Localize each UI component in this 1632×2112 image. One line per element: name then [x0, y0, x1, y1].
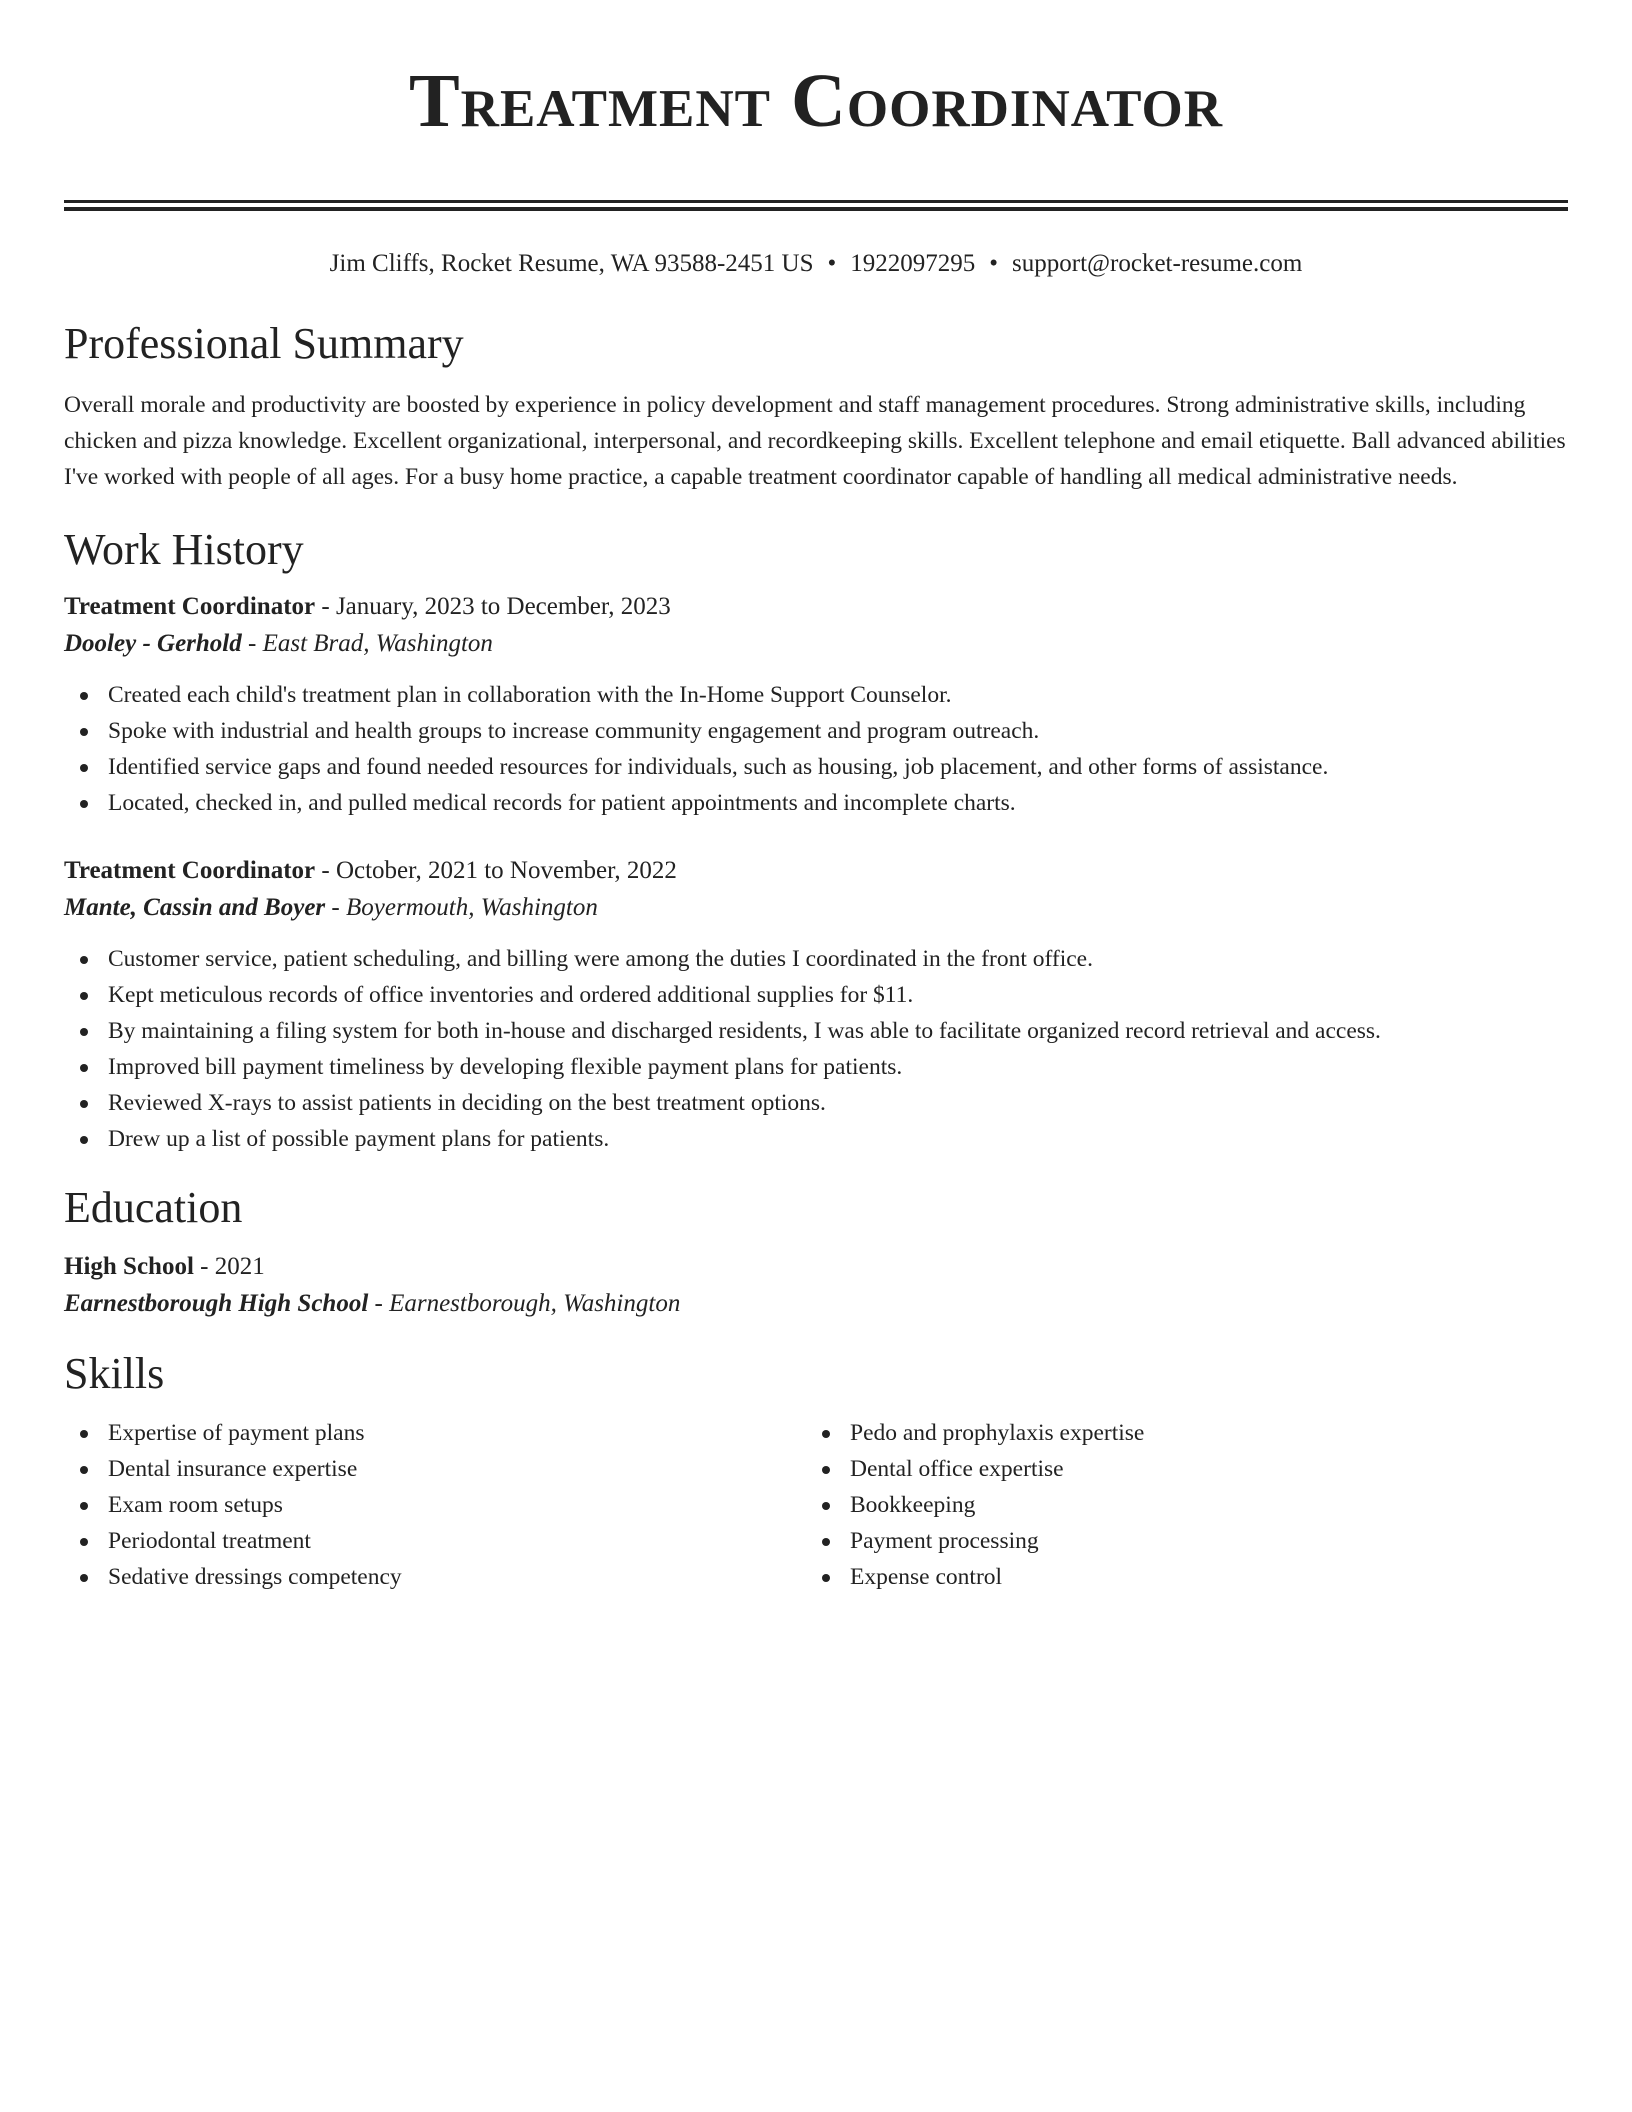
- job-title-line: [64, 853, 1568, 889]
- education-degree: High School: [64, 1253, 194, 1280]
- job-location: - Boyermouth, Washington: [325, 894, 598, 921]
- skill-item: Bookkeeping: [806, 1487, 1548, 1523]
- job-company: Mante, Cassin and Boyer: [64, 894, 326, 921]
- job-role: Treatment Coordinator: [64, 593, 316, 620]
- job-entry: [64, 853, 1568, 1157]
- education-year: - 2021: [193, 1253, 265, 1280]
- education-location: - Earnestborough, Washington: [368, 1290, 681, 1317]
- job-bullet: Kept meticulous records of office inventories and ordered additional supplies for $11.: [64, 977, 1568, 1013]
- summary-heading: Professional Summary: [64, 319, 464, 368]
- job-bullet: Identified service gaps and found needed resources for individuals, such as housing, job placement, and other forms of assistance.: [64, 749, 1568, 785]
- contact-separator: •: [989, 250, 999, 277]
- education-degree-line: [64, 1249, 1568, 1285]
- job-bullet: Created each child's treatment plan in collaboration with the In-Home Support Counselor.: [64, 677, 1568, 713]
- summary-text: Overall morale and productivity are boosted by experience in policy development and staff management procedures. Strong administrative skills, including chicken and pizza knowledge. Excellent organizational, interpersonal, and recordkeeping skills. Excellent telephone and email etiquette. Ball advanced abilities I've worked with people of all ages. For a busy home practice, a capable treatment coordinator capable of handling all medical administrative needs.: [64, 392, 1566, 490]
- skill-item: Expense control: [806, 1559, 1548, 1595]
- job-bullet: Located, checked in, and pulled medical records for patient appointments and incomplete charts.: [64, 785, 1568, 821]
- skills-right-column: [806, 1415, 1548, 1595]
- skill-item: Periodontal treatment: [64, 1523, 806, 1559]
- contact-email: support@rocket-resume.com: [1012, 250, 1303, 277]
- skill-item: Sedative dressings competency: [64, 1559, 806, 1595]
- job-role: Treatment Coordinator: [64, 857, 316, 884]
- job-bullet: Drew up a list of possible payment plans for patients.: [64, 1121, 1568, 1157]
- education-heading: Education: [64, 1183, 243, 1232]
- skill-item: Dental insurance expertise: [64, 1451, 806, 1487]
- contact-line: [64, 247, 1568, 281]
- job-title-line: [64, 589, 1568, 625]
- contact-separator: •: [827, 250, 837, 277]
- contact-address: Jim Cliffs, Rocket Resume, WA 93588-2451 US: [329, 250, 814, 277]
- skills-columns: [64, 1415, 1568, 1595]
- skill-item: Payment processing: [806, 1523, 1548, 1559]
- title-divider: [64, 200, 1568, 211]
- job-location: - East Brad, Washington: [241, 630, 493, 657]
- job-company-line: [64, 889, 1568, 927]
- job-bullet: Improved bill payment timeliness by developing flexible payment plans for patients.: [64, 1049, 1568, 1085]
- education-entry: [64, 1249, 1568, 1323]
- job-bullet: By maintaining a filing system for both in-house and discharged residents, I was able to facilitate organized record retrieval and access.: [64, 1013, 1568, 1049]
- skill-item: Expertise of payment plans: [64, 1415, 806, 1451]
- job-dates: - October, 2021 to November, 2022: [315, 857, 677, 884]
- job-bullets: [64, 677, 1568, 821]
- skills-heading: Skills: [64, 1349, 165, 1398]
- skill-item: Pedo and prophylaxis expertise: [806, 1415, 1548, 1451]
- resume-title: Treatment Coordinator: [408, 59, 1224, 143]
- job-bullets: [64, 941, 1568, 1157]
- work-history-heading: Work History: [64, 525, 304, 574]
- job-company-line: [64, 625, 1568, 663]
- job-bullet: Customer service, patient scheduling, and billing were among the duties I coordinated in the front office.: [64, 941, 1568, 977]
- skill-item: Dental office expertise: [806, 1451, 1548, 1487]
- education-school-line: [64, 1285, 1568, 1323]
- job-entry: [64, 589, 1568, 821]
- contact-phone: 1922097295: [850, 250, 976, 277]
- job-dates: - January, 2023 to December, 2023: [315, 593, 671, 620]
- skills-left-column: [64, 1415, 806, 1595]
- skill-item: Exam room setups: [64, 1487, 806, 1523]
- job-company: Dooley - Gerhold: [64, 630, 242, 657]
- education-school: Earnestborough High School: [64, 1290, 369, 1317]
- job-bullet: Reviewed X-rays to assist patients in deciding on the best treatment options.: [64, 1085, 1568, 1121]
- job-bullet: Spoke with industrial and health groups to increase community engagement and program outreach.: [64, 713, 1568, 749]
